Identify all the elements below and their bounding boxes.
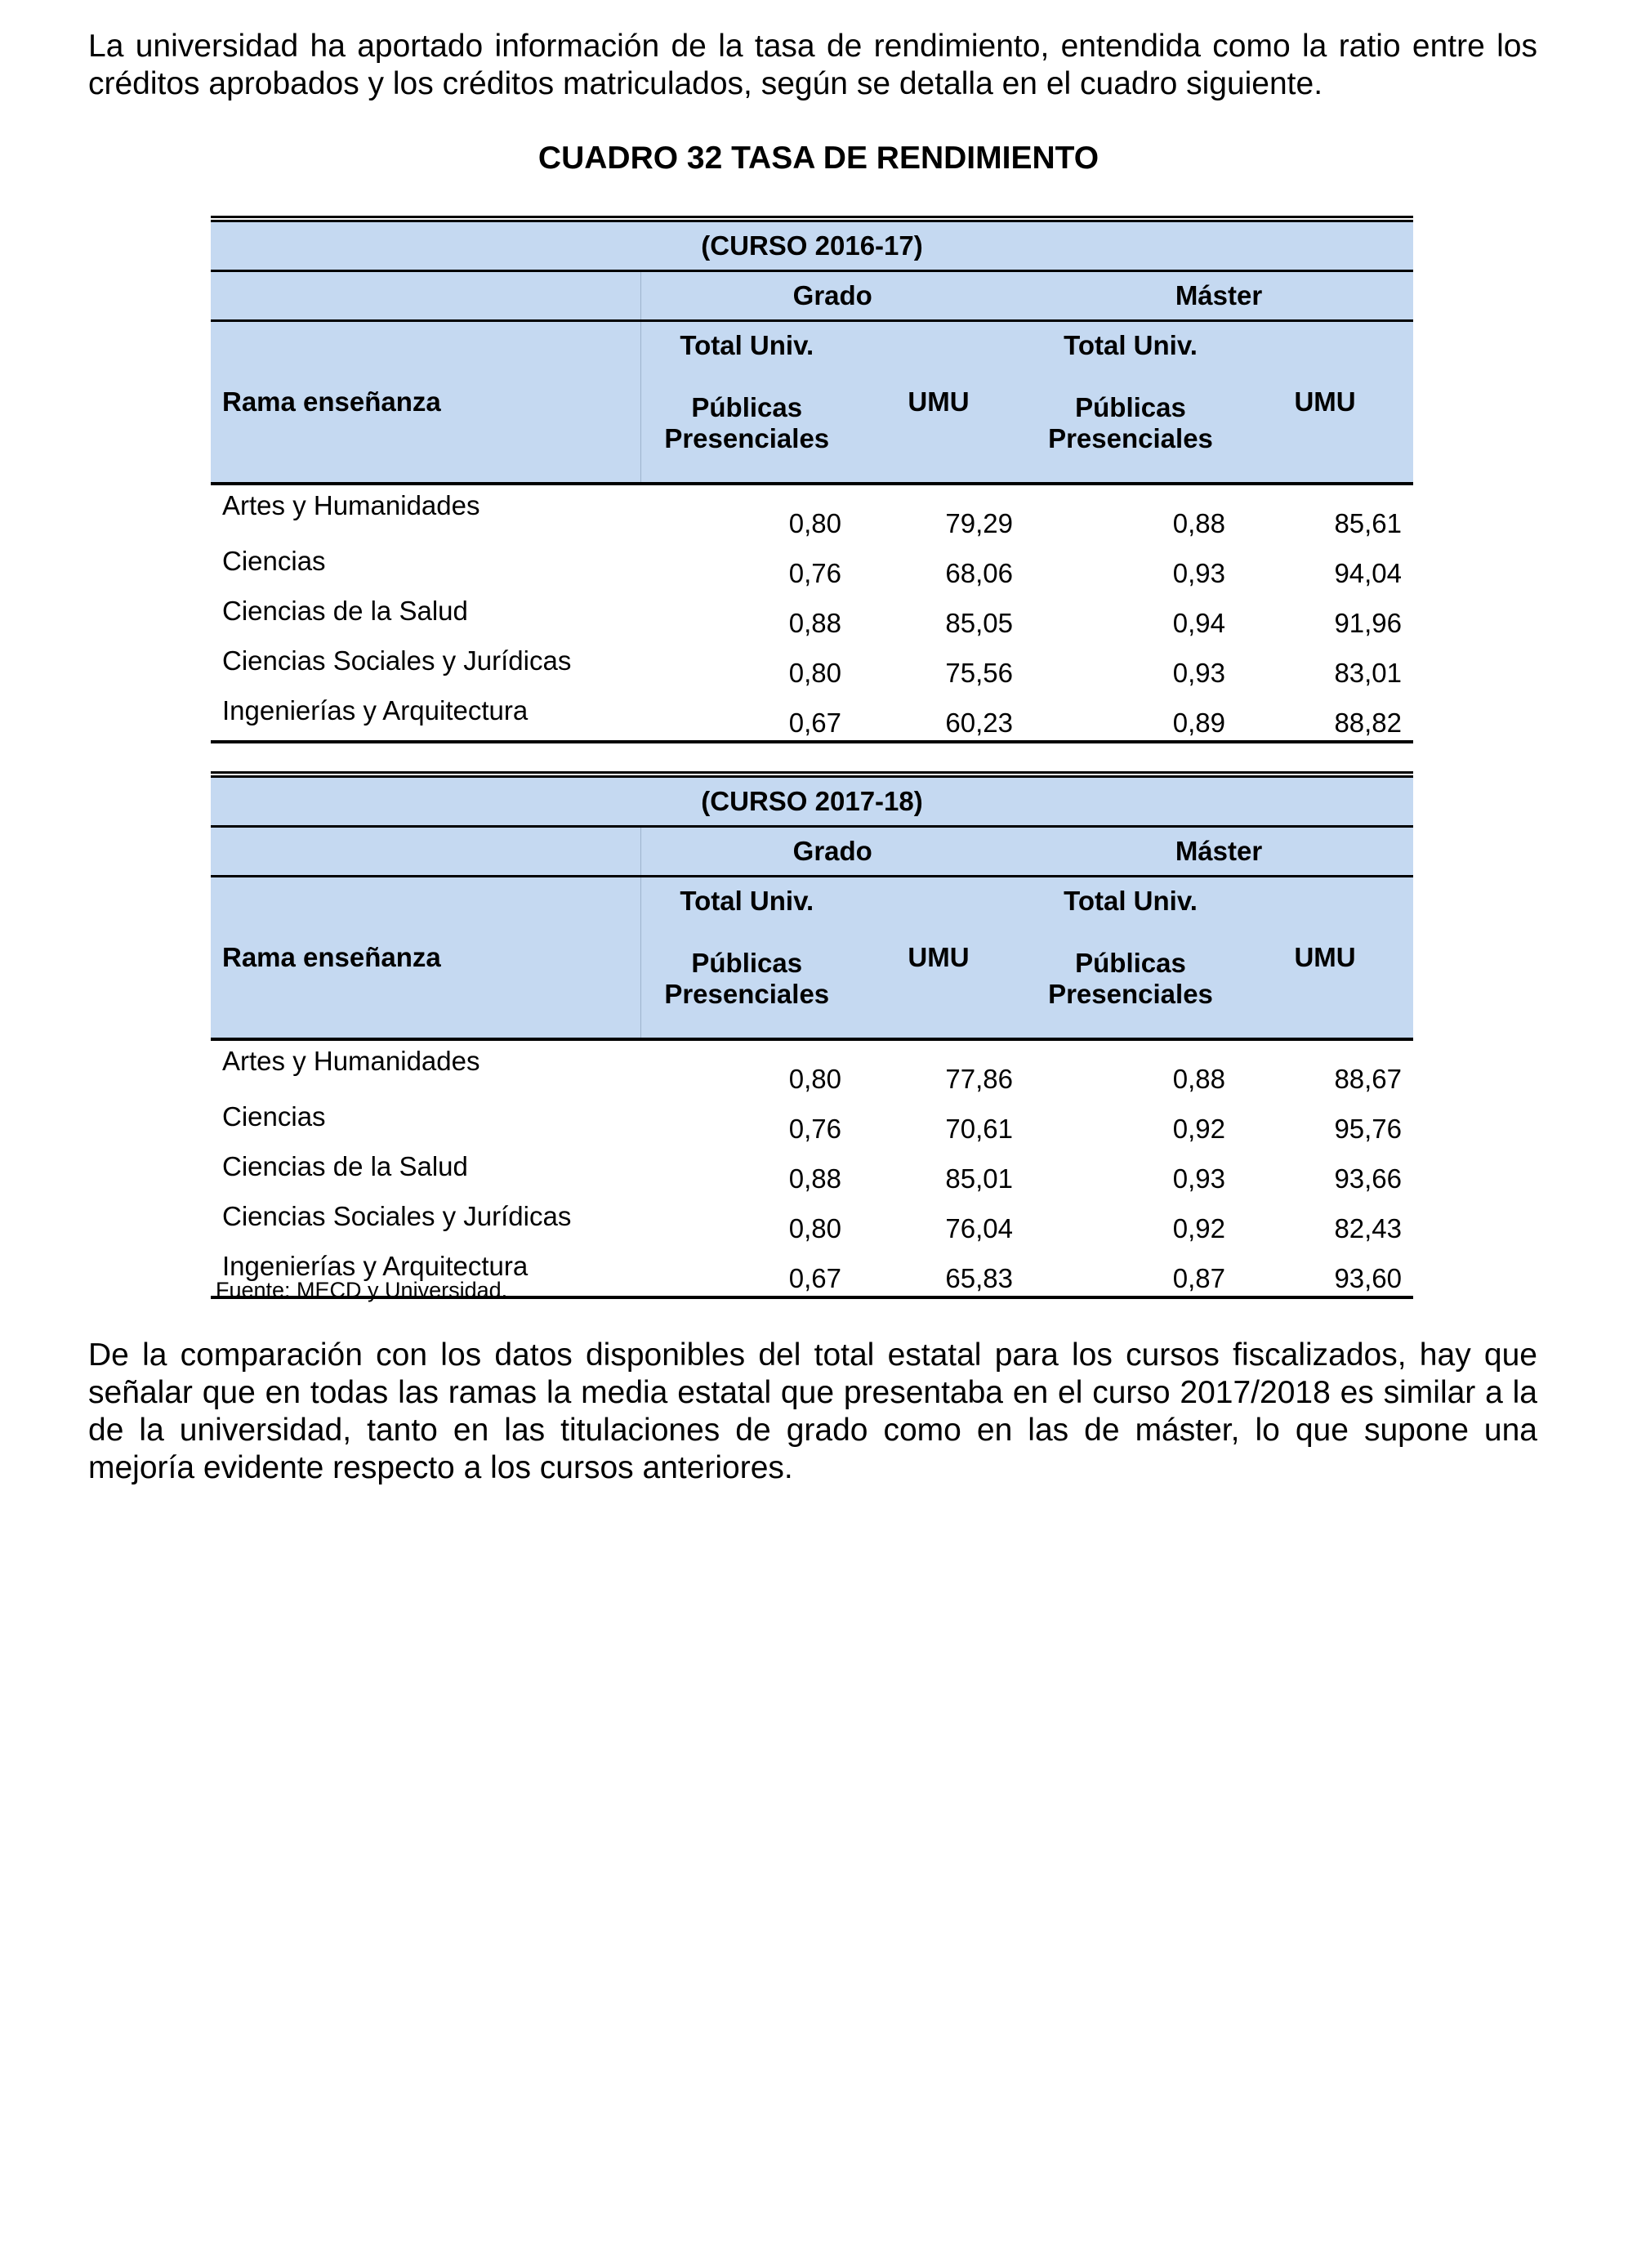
table-row	[211, 1039, 1413, 1096]
rama-cell: Ciencias Sociales y Jurídicas	[222, 1201, 572, 1231]
master-total-cell: 0,93	[1172, 658, 1225, 688]
header-table	[211, 778, 1413, 1299]
master-total-cell: 0,88	[1172, 1064, 1225, 1094]
master-total-cell: 0,92	[1172, 1114, 1225, 1144]
rama-cell: Artes y Humanidades	[222, 1046, 480, 1076]
master-total-cell: 0,89	[1024, 690, 1237, 742]
grado-total-cell: 0,80	[788, 1064, 841, 1094]
rendimiento-table-2017-18	[211, 771, 1413, 1299]
table-top-rule	[211, 216, 1413, 222]
table-body	[211, 484, 1413, 742]
rama-cell: Ciencias	[222, 546, 326, 576]
grado-umu-cell: 68,06	[945, 558, 1013, 588]
master-umu-cell: 91,96	[1334, 608, 1403, 638]
grado-header: Grado	[640, 827, 1024, 877]
master-umu-cell: 93,60	[1237, 1246, 1413, 1297]
grado-total-cell: 0,88	[788, 608, 841, 638]
grado-total-cell: 0,88	[788, 1163, 841, 1194]
master-total-header	[1024, 877, 1237, 1040]
table-row	[211, 484, 1413, 541]
grado-umu-cell: 70,61	[945, 1114, 1013, 1144]
rama-cell: Artes y Humanidades	[222, 490, 480, 520]
rama-cell: Ciencias Sociales y Jurídicas	[222, 645, 572, 676]
header-table	[211, 222, 1413, 743]
rama-header: Rama enseñanza	[211, 321, 640, 484]
table-row	[211, 641, 1413, 690]
total-univ-label: Total Univ.	[680, 330, 814, 360]
level-blank	[211, 827, 640, 877]
table-row	[211, 1146, 1413, 1196]
master-header: Máster	[1024, 271, 1413, 321]
grado-header: Grado	[640, 271, 1024, 321]
grado-total-cell: 0,80	[788, 1213, 841, 1243]
master-umu-header: UMU	[1237, 877, 1413, 1040]
master-total-header	[1024, 321, 1237, 484]
grado-total-cell: 0,67	[640, 690, 853, 742]
level-blank	[211, 271, 640, 321]
grado-total-cell: 0,67	[640, 1246, 853, 1297]
rama-cell: Ingenierías y Arquitectura	[211, 690, 640, 742]
rama-cell: Ciencias de la Salud	[222, 596, 468, 626]
publicas-label: Públicas Presenciales	[1048, 392, 1213, 453]
publicas-label: Públicas Presenciales	[664, 392, 830, 453]
total-univ-label: Total Univ.	[680, 886, 814, 916]
master-total-cell: 0,93	[1172, 1163, 1225, 1194]
grado-umu-cell: 85,01	[945, 1163, 1013, 1194]
master-umu-cell: 88,67	[1334, 1064, 1403, 1094]
rama-cell: Ciencias	[222, 1101, 326, 1132]
grado-umu-header: UMU	[853, 321, 1024, 484]
total-univ-label: Total Univ.	[1064, 886, 1198, 916]
publicas-label: Públicas Presenciales	[1048, 948, 1213, 1009]
master-total-cell: 0,92	[1172, 1213, 1225, 1243]
master-umu-cell: 93,66	[1334, 1163, 1403, 1194]
rama-cell: Ciencias de la Salud	[222, 1151, 468, 1181]
master-umu-cell: 83,01	[1334, 658, 1403, 688]
grado-total-cell: 0,80	[788, 658, 841, 688]
grado-total-header	[640, 321, 853, 484]
master-total-cell: 0,88	[1172, 508, 1225, 538]
master-total-cell: 0,87	[1024, 1246, 1237, 1297]
grado-umu-header: UMU	[853, 877, 1024, 1040]
grado-umu-cell: 77,86	[945, 1064, 1013, 1094]
grado-total-header	[640, 877, 853, 1040]
closing-paragraph: De la comparación con los datos disponibles del total estatal para los cursos fiscalizados, hay que señalar que en todas las ramas la media estatal que presentaba en el curso 2017/2018 es similar a la de la universidad, tanto en las titulaciones de grado como en las de máster, lo que supone una mejoría evidente respecto a los cursos anteriores.	[88, 1337, 1537, 1485]
grado-umu-cell: 85,05	[945, 608, 1013, 638]
grado-total-cell: 0,76	[788, 1114, 841, 1144]
curso-label: (CURSO 2017-18)	[211, 778, 1413, 827]
table-row	[211, 1096, 1413, 1146]
grado-umu-cell: 65,83	[853, 1246, 1024, 1297]
table-row	[211, 1196, 1413, 1246]
master-umu-cell: 94,04	[1334, 558, 1403, 588]
rendimiento-table-2016-17	[211, 216, 1413, 743]
table-row	[211, 591, 1413, 641]
master-total-cell: 0,93	[1172, 558, 1225, 588]
master-total-cell: 0,94	[1172, 608, 1225, 638]
source-note: Fuente: MECD y Universidad.	[216, 1278, 508, 1302]
rama-header: Rama enseñanza	[211, 877, 640, 1040]
master-header: Máster	[1024, 827, 1413, 877]
table-title: CUADRO 32 TASA DE RENDIMIENTO	[537, 141, 1100, 176]
grado-umu-cell: 79,29	[945, 508, 1013, 538]
table-row	[211, 690, 1413, 742]
master-umu-cell: 95,76	[1334, 1114, 1403, 1144]
table-body	[211, 1039, 1413, 1297]
master-umu-cell: 85,61	[1334, 508, 1403, 538]
grado-umu-cell: 75,56	[945, 658, 1013, 688]
intro-paragraph: La universidad ha aportado información de la tasa de rendimiento, entendida como la ratio entre los créditos aprobados y los créditos matriculados, según se detalla en el cuadro siguiente.	[88, 29, 1537, 101]
grado-umu-cell: 60,23	[853, 690, 1024, 742]
publicas-label: Públicas Presenciales	[664, 948, 830, 1009]
master-umu-cell: 88,82	[1237, 690, 1413, 742]
curso-label: (CURSO 2016-17)	[211, 222, 1413, 271]
total-univ-label: Total Univ.	[1064, 330, 1198, 360]
table-top-rule	[211, 771, 1413, 778]
table-row	[211, 541, 1413, 591]
grado-total-cell: 0,80	[788, 508, 841, 538]
rama-cell: Ingenierías y Arquitectura	[211, 1246, 640, 1297]
master-umu-header: UMU	[1237, 321, 1413, 484]
master-umu-cell: 82,43	[1334, 1213, 1403, 1243]
grado-umu-cell: 76,04	[945, 1213, 1013, 1243]
grado-total-cell: 0,76	[788, 558, 841, 588]
